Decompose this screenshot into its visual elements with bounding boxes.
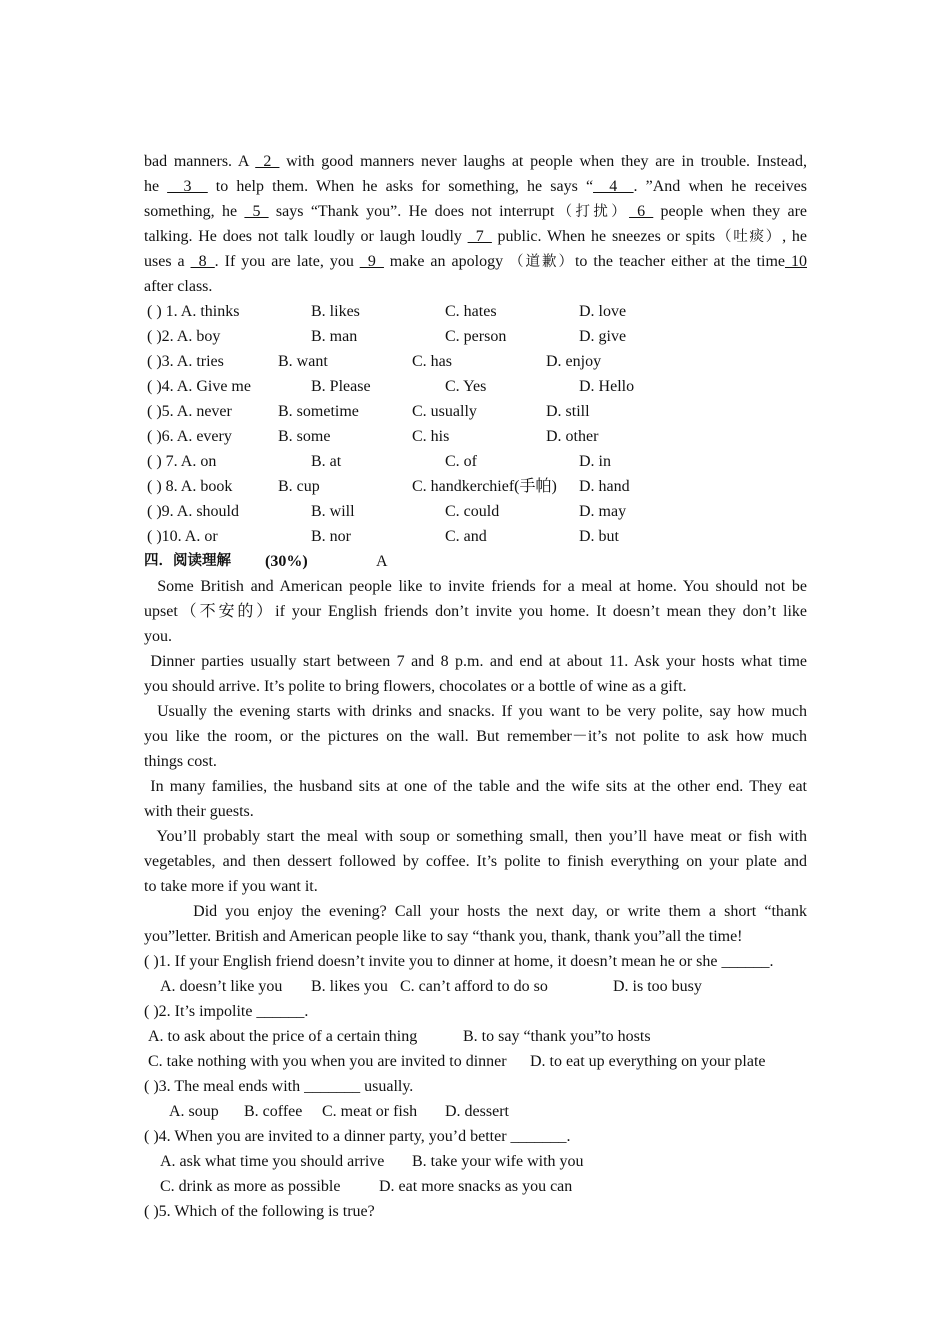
question-4-options: A. ask what time you should arrive B. take your wife with you <box>160 1153 584 1170</box>
reading-passage <box>144 574 807 949</box>
passage-line: you. <box>144 628 172 645</box>
blank-9: _9_ <box>359 253 384 270</box>
blank-8: _8_ <box>190 253 215 270</box>
cloze-line <box>144 124 807 149</box>
option-row: ( )6. A. every B. some C. his D. other <box>147 428 599 445</box>
blank-7: _7_ <box>467 228 492 245</box>
question-2: ( )2. It’s impolite ______. <box>144 1003 309 1020</box>
question-3: ( )3. The meal ends with _______ usually. <box>144 1078 414 1095</box>
cloze-line: something, he _5_ says “Thank you”. He does not interrupt（打扰）_6_ people when they are <box>144 203 807 220</box>
blank-2: _2_ <box>255 153 280 170</box>
blank-3: _ 3 _ <box>167 178 208 195</box>
option-row: ( ) 1. A. thinks B. likes C. hates D. love <box>147 303 627 320</box>
question-4: ( )4. When you are invited to a dinner party, you’d better _______. <box>144 1128 571 1145</box>
cloze-passage <box>144 124 807 299</box>
blank-6: _6_ <box>629 203 654 220</box>
option-row: ( )9. A. should B. will C. could D. may <box>147 503 627 520</box>
worksheet-page <box>144 124 807 1224</box>
option-row: ( )2. A. boy B. man C. person D. give <box>147 328 627 345</box>
passage-line: Some British and American people like to invite friends for a meal at home. You should not be <box>144 578 807 595</box>
passage-line: upset（不安的）if your English friends don’t invite you home. It doesn’t mean they don’t like <box>144 603 807 620</box>
questions <box>144 949 807 1224</box>
passage-line: you like the room, or the pictures on the wall. But remember－it’s not polite to ask how much <box>144 728 807 745</box>
cloze-line: uses a _8_. If you are late, you _9_ make an apology （道歉）to the teacher either at the time 10 <box>144 253 807 270</box>
question-4-options: C. drink as more as possible D. eat more snacks as you can <box>160 1178 573 1195</box>
passage-line: Dinner parties usually start between 7 and 8 p.m. and end at about 11. Ask your hosts what time <box>144 653 807 670</box>
cloze-line: bad manners. A _2_ with good manners never laughs at people when they are in trouble. Instead, <box>144 153 807 170</box>
passage-line: vegetables, and then dessert followed by coffee. It’s polite to finish everything on your plate and <box>144 853 807 870</box>
option-row: ( )4. A. Give me B. Please C. Yes D. Hello <box>147 378 635 395</box>
passage-line: You’ll probably start the meal with soup or something small, then you’ll have meat or fish with <box>144 828 807 845</box>
question-2-options: A. to ask about the price of a certain thing B. to say “thank you”to hosts <box>148 1028 651 1045</box>
passage-line: to take more if you want it. <box>144 878 318 895</box>
option-row: ( )5. A. never B. sometime C. usually D. still <box>147 403 590 420</box>
passage-line: you should arrive. It’s polite to bring flowers, chocolates or a bottle of wine as a gift. <box>144 678 687 695</box>
option-row: ( ) 8. A. book B. cup C. handkerchief(手帕) D. hand <box>147 478 630 495</box>
cloze-line: after class. <box>144 278 213 295</box>
cloze-options <box>144 299 807 549</box>
blank-5: _5_ <box>244 203 269 220</box>
question-2-options: C. take nothing with you when you are invited to dinner D. to eat up everything on your plate <box>148 1053 766 1070</box>
blank-4: _ 4 _ <box>593 178 634 195</box>
passage-line: In many families, the husband sits at one of the table and the wife sits at the other end. They eat <box>144 778 807 795</box>
cloze-line: he _ 3 _ to help them. When he asks for something, he says “_ 4 _. ”And when he receives <box>144 178 807 195</box>
passage-line: with their guests. <box>144 803 254 820</box>
passage-line: Usually the evening starts with drinks and snacks. If you want to be very polite, say how much <box>144 703 807 720</box>
question-5: ( )5. Which of the following is true? <box>144 1203 375 1220</box>
question-1: ( )1. If your English friend doesn’t invite you to dinner at home, it doesn’t mean he or she ______. <box>144 953 774 970</box>
passage-label: A <box>376 553 388 570</box>
question-3-options: A. soup B. coffee C. meat or fish D. dessert <box>169 1103 509 1120</box>
blank-10: 10 <box>785 253 807 270</box>
section-heading: 四．阅读理解 (30%) A <box>144 549 807 574</box>
passage-line: Did you enjoy the evening? Call your hosts the next day, or write them a short “thank <box>144 903 807 920</box>
option-row: ( )3. A. tries B. want C. has D. enjoy <box>147 353 602 370</box>
option-row: ( )10. A. or B. nor C. and D. but <box>147 528 619 545</box>
passage-line: things cost. <box>144 753 217 770</box>
cloze-line: talking. He does not talk loudly or laugh loudly _7_ public. When he sneezes or spits（吐痰）, he <box>144 228 807 245</box>
question-1-options: A. doesn’t like you B. likes you C. can’t afford to do so D. is too busy <box>160 978 702 995</box>
option-row: ( ) 7. A. on B. at C. of D. in <box>147 453 611 470</box>
passage-line: you”letter. British and American people like to say “thank you, thank, thank you”all the time! <box>144 928 743 945</box>
